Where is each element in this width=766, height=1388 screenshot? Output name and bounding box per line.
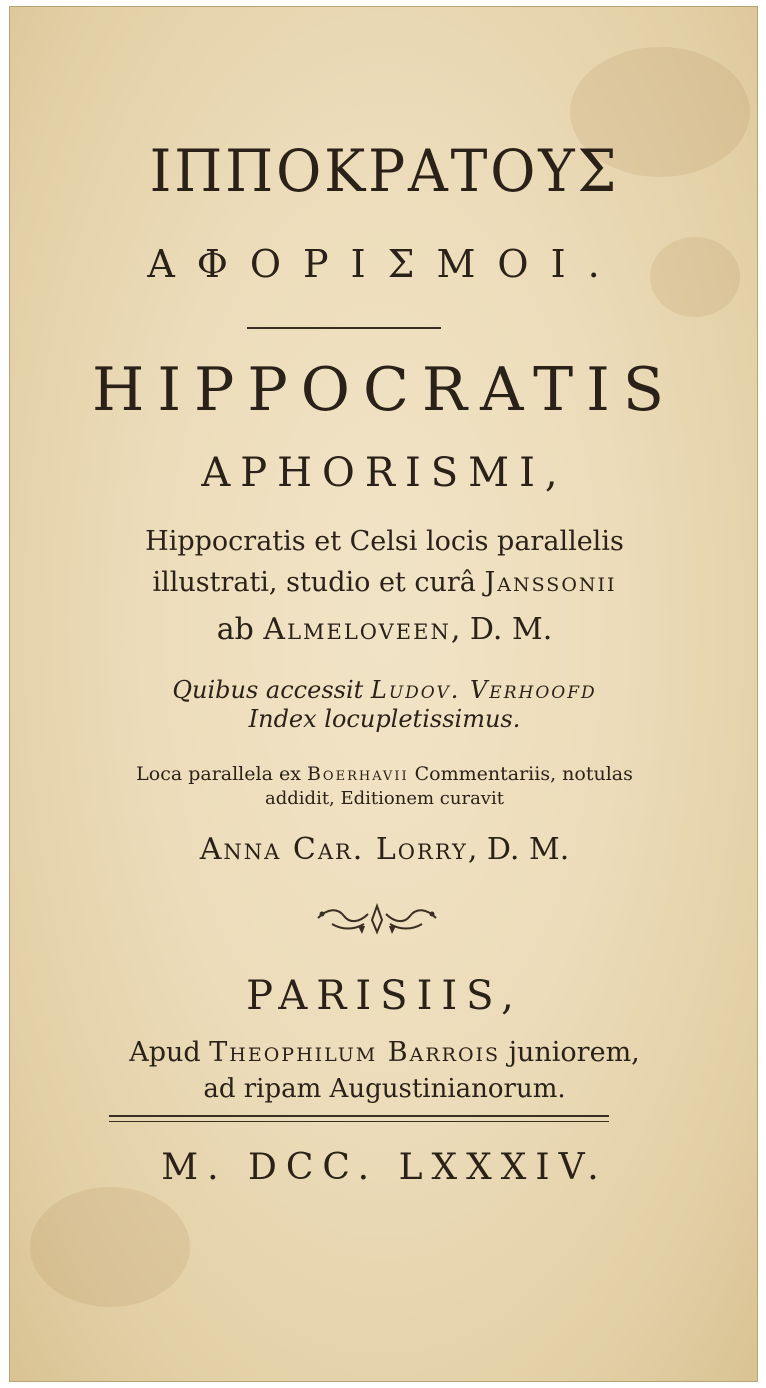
greek-subtitle: ΑΦΟΡΙΣΜΟΙ. [147, 242, 622, 286]
double-rule [109, 1115, 609, 1117]
publisher-line: Apud Theophilum Barrois juniorem, [129, 1037, 640, 1068]
contributor-name: Ludov. Verhoofd [370, 676, 597, 704]
floral-ornament-icon [314, 900, 440, 938]
latin-subtitle: APHORISMI, [201, 450, 568, 496]
editor-line-1: Loca parallela ex Boerhavii Commentariis, notulas [136, 763, 633, 785]
editor-name: Anna Car. Lorry, D. M. [199, 832, 570, 867]
accessit-line-2: Index locupletissimus. [248, 705, 521, 733]
subtitle-line-1: Hippocratis et Celsi locis parallelis [145, 526, 624, 557]
greek-title: ΙΠΠΟΚΡΑΤΟΥΣ [149, 137, 620, 205]
publication-date: M. DCC. LXXXIV. [161, 1147, 608, 1188]
author-name: Janssonii [484, 567, 617, 598]
accessit-line-1: Quibus accessit Ludov. Verhoofd [172, 676, 597, 704]
double-rule [109, 1121, 609, 1122]
author-name: Almeloveen [263, 612, 451, 647]
subtitle-line-2: illustrati, studio et curâ Janssonii [152, 567, 617, 598]
publisher-name: Theophilum Barrois [209, 1037, 501, 1068]
imprint-city: PARISIIS, [246, 973, 523, 1019]
stain [30, 1187, 190, 1307]
editor-line-2: addidit, Editionem curavit [265, 788, 504, 809]
commentator-name: Boerhavii [306, 763, 409, 785]
subtitle-line-3: ab Almeloveen, D. M. [216, 612, 553, 647]
publisher-address: ad ripam Augustinianorum. [203, 1074, 566, 1104]
title-page [9, 6, 758, 1382]
title-rule [247, 327, 441, 329]
latin-title: HIPPOCRATIS [92, 355, 677, 425]
